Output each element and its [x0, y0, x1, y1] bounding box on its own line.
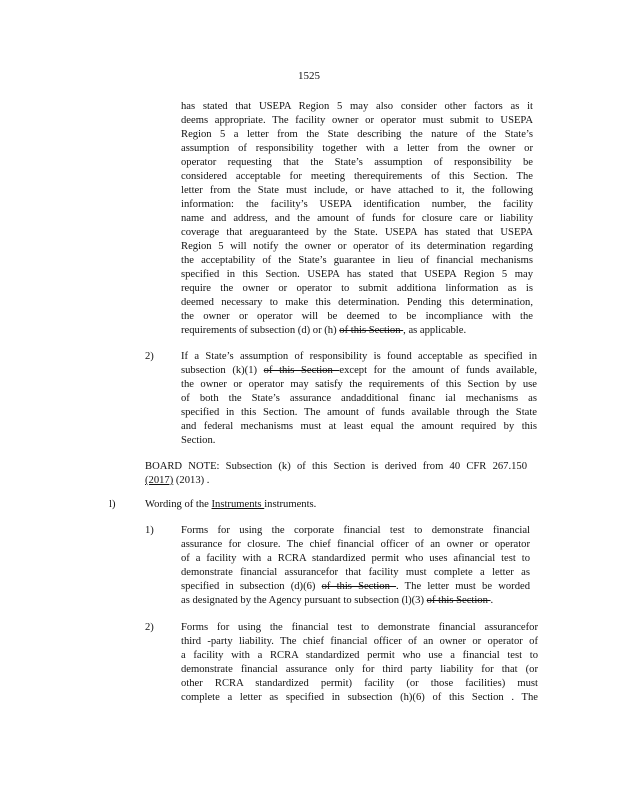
item-2-lines: [181, 378, 537, 448]
text-span: (2013) .: [173, 475, 210, 486]
text-line: Forms for using the financial test to demonstrate financial assurancefor: [181, 622, 538, 633]
text-line: Forms for using the corporate financial test to demonstrate financial: [181, 525, 530, 536]
item-number-l1: 1): [145, 525, 154, 536]
text-line: [181, 594, 530, 608]
text-line: name and address, and the amount of funds for closure care or liability: [181, 213, 533, 224]
text-line: [181, 364, 537, 378]
text-line: a facility with a RCRA standardized permit who use a financial test to: [181, 650, 538, 661]
text-span: instruments.: [264, 499, 317, 510]
text-line: other RCRA standardized permit) facility (or those facilities) must: [181, 678, 538, 689]
text-line: require the owner or operator to submit additiona linformation as is: [181, 283, 533, 294]
text-line: BOARD NOTE: Subsection (k) of this Section is derived from 40 CFR 267.150: [145, 461, 527, 472]
text-line: demonstrate financial assurance only for third party liability for that (or: [181, 664, 538, 675]
text-line: has stated that USEPA Region 5 may also consider other factors as it: [181, 101, 533, 112]
continued-paragraph-last-line: [181, 324, 533, 338]
text-span: specified in subsection (d)(6): [181, 581, 322, 592]
board-note: [145, 460, 527, 488]
underlined-text: (2017): [145, 475, 174, 486]
text-line: Section.: [181, 435, 216, 446]
item-2-paragraph: [181, 350, 537, 448]
text-line: the owner or operator will be deemed to be incompliance with the: [181, 311, 533, 322]
text-span: as designated by the Agency pursuant to subsection (l)(3): [181, 595, 427, 606]
text-line: assurance for closure. The chief financial officer of an owner or operator: [181, 539, 530, 550]
continued-paragraph: [181, 100, 533, 324]
text-line: Region 5 a letter from the State describing the nature of the State’s: [181, 129, 533, 140]
text-line: and federal mechanisms must at least equal the amount required by this: [181, 421, 537, 432]
text-line: the acceptability of the State’s guarantee in lieu of financial mechanisms: [181, 255, 533, 266]
text-span: Wording of the: [145, 499, 212, 510]
text-line: complete a letter as specified in subsection (h)(6) of this Section . The: [181, 692, 538, 703]
item-l1-paragraph: [181, 524, 530, 608]
struck-text: of this Section: [426, 595, 491, 606]
struck-text: of this Section: [339, 325, 404, 336]
struck-text: of this Section: [321, 581, 397, 592]
text-line: specified in this Section. USEPA has stated that USEPA Region 5 may: [181, 269, 533, 280]
item-number-2: 2): [145, 351, 154, 362]
underlined-text: Instruments: [211, 499, 265, 510]
text-line: of a facility with a RCRA standardized permit who uses afinancial test to: [181, 553, 530, 564]
text-span: except for the amount of funds available,: [339, 365, 537, 376]
section-label-l: l): [109, 499, 116, 510]
item-l1-lines: [181, 524, 530, 580]
text-line: Region 5 will notify the owner or operator of its determination regarding: [181, 241, 533, 252]
item-number-l2: 2): [145, 622, 154, 633]
text-line: If a State’s assumption of responsibility is found acceptable as specified in: [181, 351, 537, 362]
text-line: third -party liability. The chief financial officer of an owner or operator of: [181, 636, 538, 647]
text-line: assumption of responsibility together with a letter from the owner or: [181, 143, 533, 154]
text-line: coverage that areguaranteed by the State. USEPA has stated that USEPA: [181, 227, 533, 238]
page-number: 1525: [298, 70, 320, 82]
section-l-title: [145, 498, 316, 512]
text-line: the owner or operator may satisfy the requirements of this Section by use: [181, 379, 537, 390]
text-line: [181, 580, 530, 594]
text-line: considered acceptable for meeting therequirements of this Section. The: [181, 171, 533, 182]
struck-text: of this Section: [263, 365, 340, 376]
text-span: .: [490, 595, 494, 606]
text-line: of both the State’s assurance andadditional financ ial mechanisms as: [181, 393, 537, 404]
text-line: deemed necessary to make this determination. Pending this determination,: [181, 297, 533, 308]
text-line: specified in this Section. The amount of funds available through the State: [181, 407, 537, 418]
text-span: subsection (k)(1): [181, 365, 264, 376]
item-l2-paragraph: [181, 621, 538, 705]
text-span: . The letter must be worded: [396, 581, 530, 592]
text-line: deems appropriate. The facility owner or operator must submit to USEPA: [181, 115, 533, 126]
text-span: requirements of subsection (d) or (h): [181, 325, 340, 336]
text-line: operator requesting that the State’s assumption of responsibility be: [181, 157, 533, 168]
text-line: letter from the State must include, or have attached to it, the following: [181, 185, 533, 196]
text-line: [145, 474, 527, 488]
text-line: demonstrate financial assurancefor that facility must complete a letter as: [181, 567, 530, 578]
text-line: information: the facility’s USEPA identification number, the facility: [181, 199, 533, 210]
text-span: , as applicable.: [403, 325, 467, 336]
